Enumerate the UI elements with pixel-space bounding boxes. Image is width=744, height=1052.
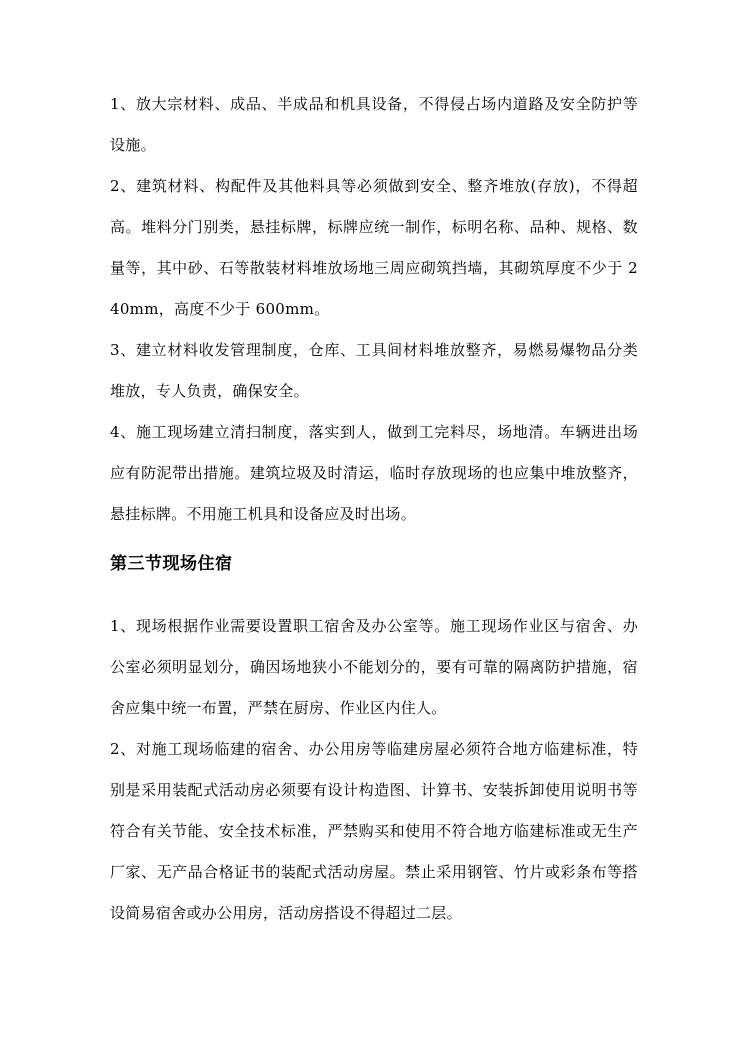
paragraph-materials-1: 1、放大宗材料、成品、半成品和机具设备，不得侵占场内道路及安全防护等设施。: [110, 95, 638, 154]
section-heading: 第三节现场住宿: [110, 554, 233, 574]
paragraph-lodging-1: 1、现场根据作业需要设置职工宿舍及办公室等。施工现场作业区与宿舍、办公室必须明显划分，确因场地狭小不能划分的，要有可靠的隔离防护措施，宿舍应集中统一布置，严禁在厨房、作业区内住人。: [110, 617, 638, 717]
paragraph-lodging-2: 2、对施工现场临建的宿舍、办公用房等临建房屋必须符合地方临建标准，特别是采用装配式活动房必须要有设计构造图、计算书、安装拆卸使用说明书等符合有关节能、安全技术标准，严禁购买和使用不符合地方临建标准或无生产厂家、无产品合格证书的装配式活动房屋。禁止采用钢管、竹片或彩条布等搭设简易宿舍或办公用房，活动房搭设不得超过二层。: [110, 740, 638, 922]
paragraph-materials-3: 3、建立材料收发管理制度，仓库、工具间材料堆放整齐，易燃易爆物品分类堆放，专人负责，确保安全。: [110, 341, 638, 400]
paragraph-materials-4: 4、施工现场建立清扫制度，落实到人，做到工完料尽，场地清。车辆进出场应有防泥带出措施。建筑垃圾及时清运，临时存放现场的也应集中堆放整齐，悬挂标牌。不用施工机具和设备应及时出场。: [110, 423, 638, 523]
paragraph-materials-2: 2、建筑材料、构配件及其他料具等必须做到安全、整齐堆放(存放)，不得超高。堆料分门别类，悬挂标牌，标牌应统一制作，标明名称、品种、规格、数量等，其中砂、石等散装材料堆放场地三周应砌筑挡墙，其砌筑厚度不少于 240mm，高度不少于 600mm。: [110, 177, 638, 318]
